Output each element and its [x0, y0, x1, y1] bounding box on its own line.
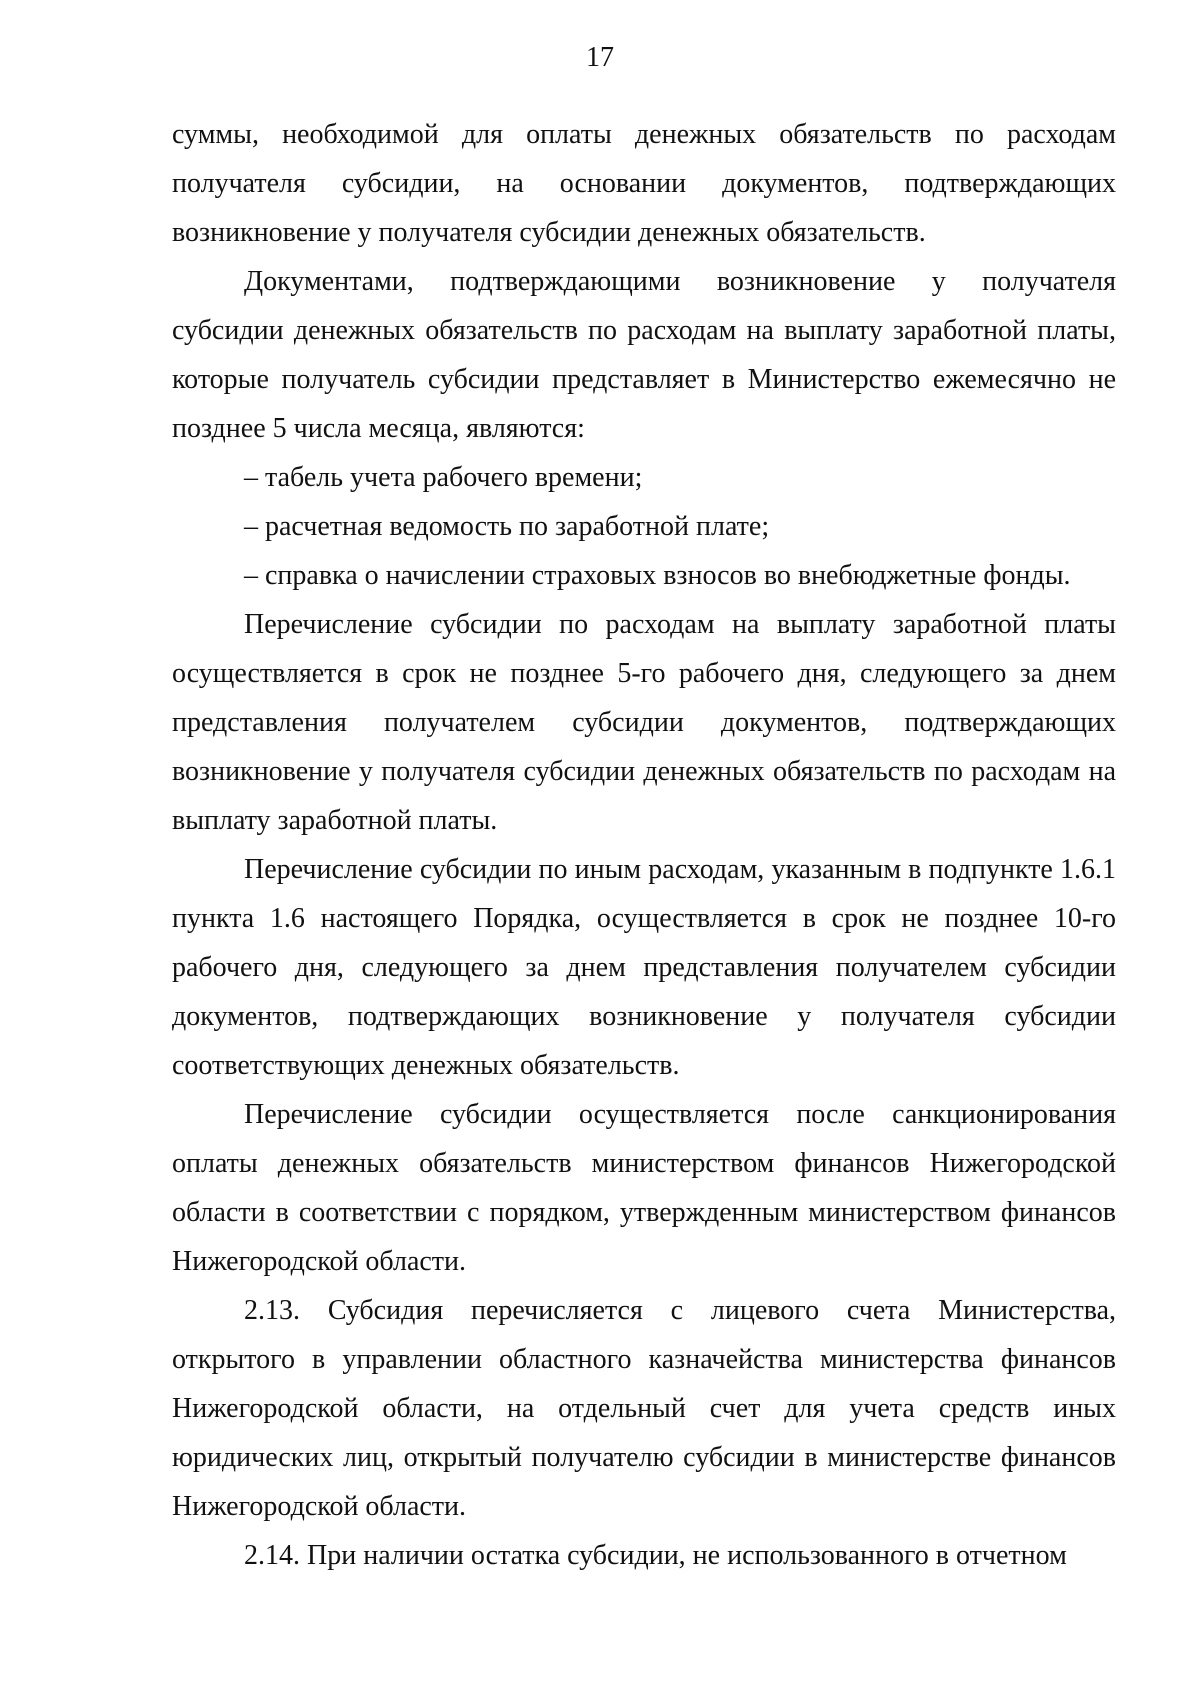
- paragraph-2-13: 2.13. Субсидия перечисляется с лицевого счета Министерства, открытого в управлении областного казначейства министерства финансов Нижегородской области, на отдельный счет для учета средств иных юридических лиц, открытый получателю субсидии в министерстве финансов Нижегородской области.: [172, 1295, 1116, 1522]
- list-item-insurance-certificate: – справка о начислении страховых взносов во внебюджетные фонды.: [244, 560, 1071, 591]
- document-body: [172, 110, 1116, 1580]
- list-item-timesheet: – табель учета рабочего времени;: [244, 462, 643, 493]
- page-number: 17: [586, 42, 614, 73]
- paragraph-documents-salary: Документами, подтверждающими возникновение у получателя субсидии денежных обязательств по расходам на выплату заработной платы, которые получатель субсидии представляет в Министерство ежемесячно не позднее 5 числа месяца, являются:: [172, 266, 1116, 444]
- paragraph-salary-transfer: Перечисление субсидии по расходам на выплату заработной платы осуществляется в срок не позднее 5-го рабочего дня, следующего за днем представления получателем субсидии документов, подтверждающих возникновение у получателя субсидии денежных обязательств по расходам на выплату заработной платы.: [172, 609, 1116, 836]
- list-item-payroll: – расчетная ведомость по заработной плате;: [244, 511, 770, 542]
- paragraph-2-14: 2.14. При наличии остатка субсидии, не использованного в отчетном: [244, 1540, 1067, 1571]
- paragraph-other-expenses-transfer: Перечисление субсидии по иным расходам, указанным в подпункте 1.6.1 пункта 1.6 настоящего Порядка, осуществляется в срок не позднее 10-го рабочего дня, следующего за днем представления получателем субсидии документов, подтверждающих возникновение у получателя субсидии соответствующих денежных обязательств.: [172, 854, 1116, 1081]
- paragraph-sanctioning: Перечисление субсидии осуществляется после санкционирования оплаты денежных обязательств министерством финансов Нижегородской области в соответствии с порядком, утвержденным министерством финансов Нижегородской области.: [172, 1099, 1116, 1277]
- paragraph-continuation: суммы, необходимой для оплаты денежных обязательств по расходам получателя субсидии, на основании документов, подтверждающих возникновение у получателя субсидии денежных обязательств.: [172, 119, 1116, 248]
